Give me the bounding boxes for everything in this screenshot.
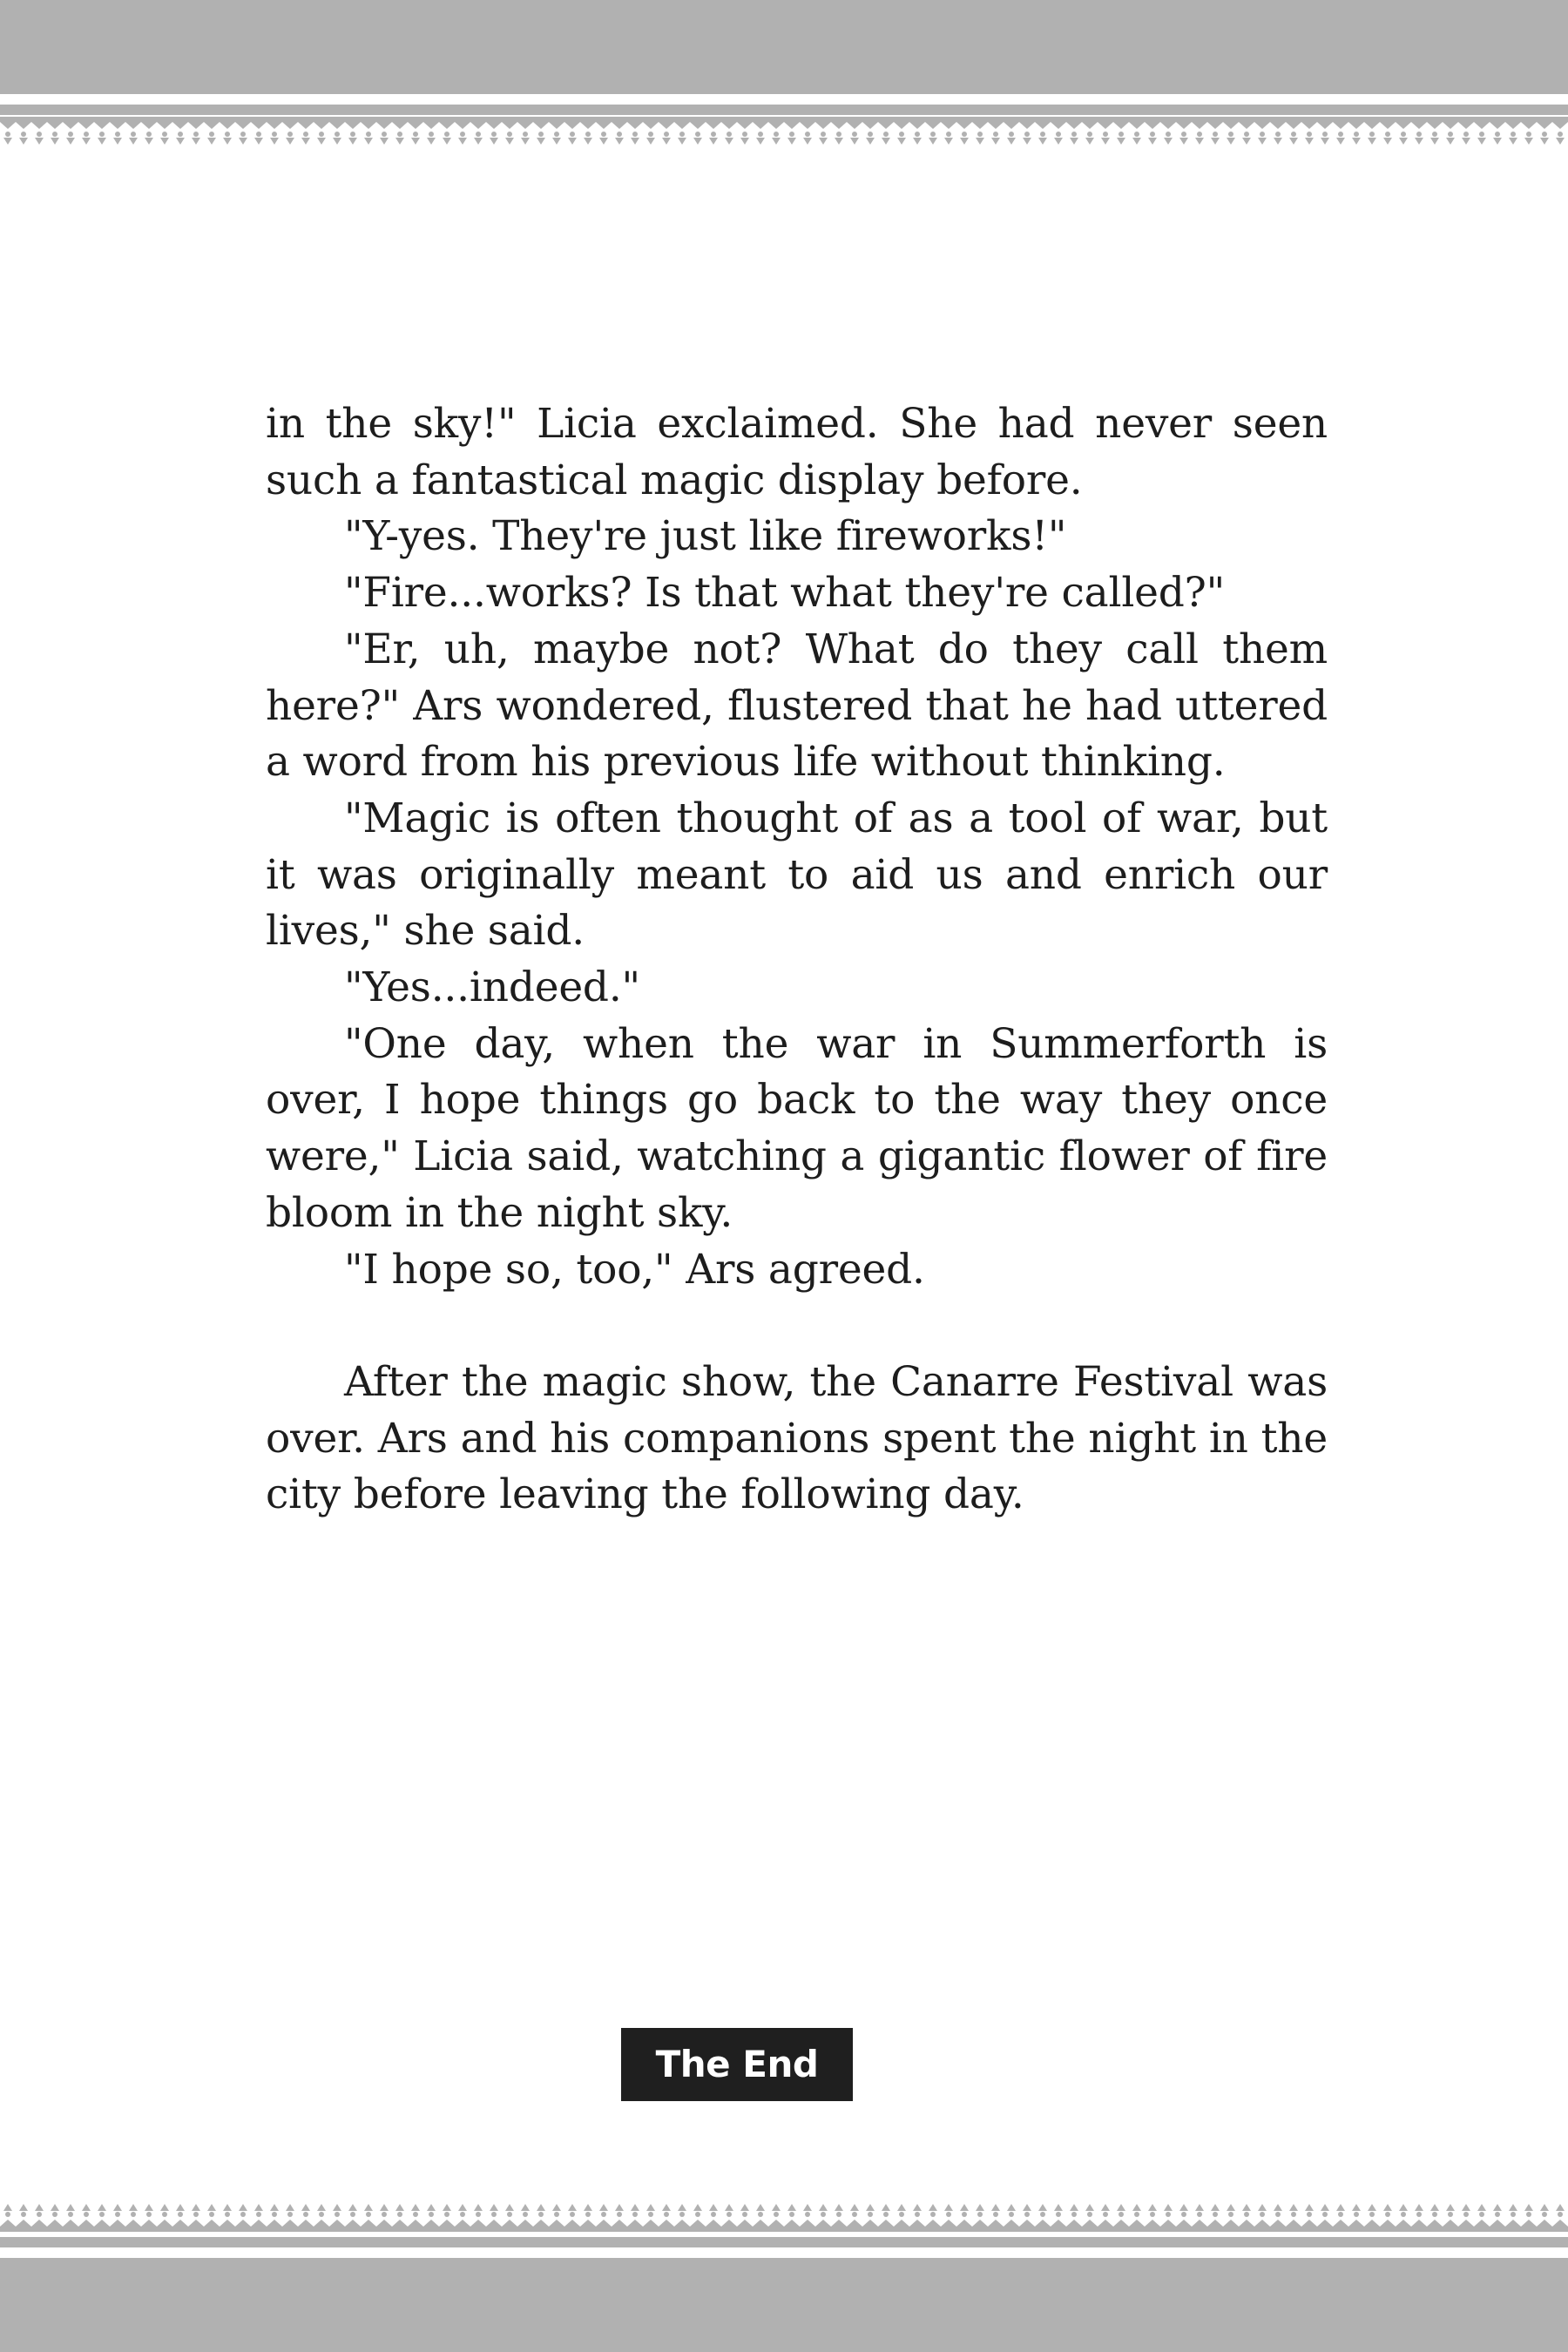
bottom-rule	[0, 2237, 1568, 2247]
paragraph-5: "Magic is often thought of as a tool of war, but it was originally meant to aid us and enrich our lives," she said.	[266, 794, 1328, 956]
paragraph-9: After the magic show, the Canarre Festival was over. Ars and his companions spent the night in the city before leaving the following day.	[266, 1357, 1328, 1519]
the-end-label: The End	[621, 2028, 853, 2101]
paragraph-3: "Fire...works? Is that what they're called?"	[344, 569, 1226, 618]
top-ornamental-border	[0, 117, 1568, 152]
paragraph-7: "One day, when the war in Summerforth is over, I hope things go back to the way they once were," Licia said, watching a gigantic flower of fire bloom in the night sky.	[266, 1019, 1328, 1237]
paragraph-2: "Y-yes. They're just like fireworks!"	[344, 512, 1067, 561]
top-gray-band	[0, 0, 1568, 94]
scene-break	[266, 1298, 1328, 1355]
body-text	[266, 396, 1328, 1524]
paragraph-8: "I hope so, too," Ars agreed.	[344, 1245, 925, 1294]
top-rule	[0, 105, 1568, 115]
bottom-ornamental-border	[0, 2197, 1568, 2232]
paragraph-1: in the sky!" Licia exclaimed. She had never seen such a fantastical magic display before.	[266, 400, 1328, 504]
paragraph-6: "Yes...indeed."	[344, 963, 640, 1012]
bottom-gray-band	[0, 2258, 1568, 2352]
paragraph-4: "Er, uh, maybe not? What do they call them here?" Ars wondered, flustered that he had uttered a word from his previous life without thinking.	[266, 625, 1328, 787]
